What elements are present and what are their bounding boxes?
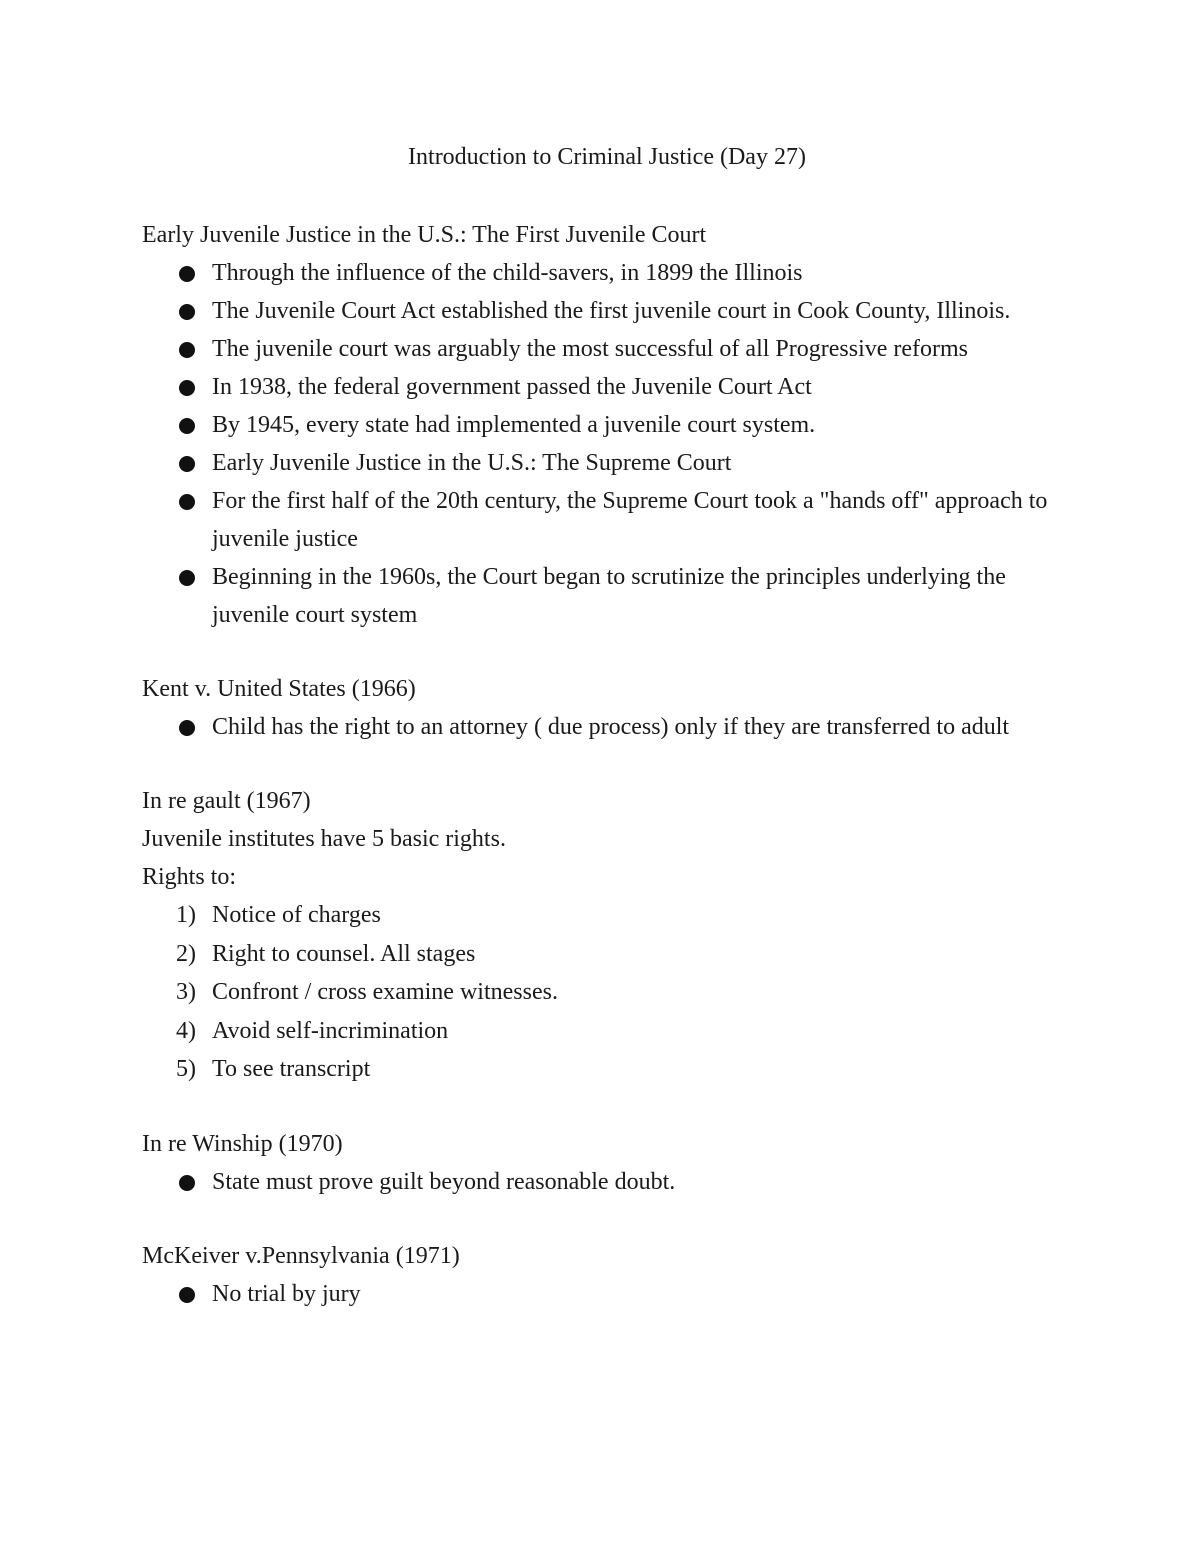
list-item: No trial by jury	[142, 1275, 1072, 1313]
list-number: 2)	[176, 940, 196, 967]
list-item: The juvenile court was arguably the most successful of all Progressive reforms	[142, 330, 1072, 368]
bullet-list	[142, 254, 1072, 634]
section-mckeiver	[142, 1237, 1072, 1313]
list-item: For the first half of the 20th century, the Supreme Court took a "hands off" approach to juvenile justice	[142, 482, 1072, 558]
bullet-icon	[179, 342, 195, 358]
list-item: Child has the right to an attorney ( due process) only if they are transferred to adult	[142, 708, 1072, 746]
section-heading: In re Winship (1970)	[142, 1130, 343, 1157]
section-kent	[142, 670, 1072, 746]
section-early-juvenile-justice	[142, 216, 1072, 634]
list-item: 4) Avoid self-incrimination	[142, 1012, 1072, 1051]
list-number: 1)	[176, 902, 196, 928]
bullet-list	[142, 1275, 1072, 1313]
list-item: 5) To see transcript	[142, 1050, 1072, 1089]
list-item: Beginning in the 1960s, the Court began to scrutinize the principles underlying the juvenile court system	[142, 558, 1072, 634]
list-item: 1) Notice of charges	[142, 896, 1072, 935]
bullet-icon	[179, 494, 195, 510]
list-item: 3) Confront / cross examine witnesses.	[142, 973, 1072, 1012]
bullet-icon	[179, 266, 195, 282]
numbered-list	[142, 896, 1072, 1089]
section-heading: In re gault (1967)	[142, 788, 311, 814]
document-page	[142, 138, 1072, 1349]
list-item: 2) Right to counsel. All stages	[142, 935, 1072, 974]
paragraph: Rights to:	[142, 864, 237, 890]
bullet-icon	[179, 418, 195, 434]
section-heading: Early Juvenile Justice in the U.S.: The First Juvenile Court	[142, 222, 707, 248]
list-item: Through the influence of the child-savers, in 1899 the Illinois	[142, 254, 1072, 292]
list-number: 5)	[176, 1056, 196, 1082]
list-item: By 1945, every state had implemented a juvenile court system.	[142, 406, 1072, 444]
list-item: In 1938, the federal government passed the Juvenile Court Act	[142, 368, 1072, 406]
document-title: Introduction to Criminal Justice (Day 27)	[408, 144, 806, 170]
bullet-list	[142, 708, 1072, 746]
section-heading: Kent v. United States (1966)	[142, 676, 416, 702]
bullet-icon	[179, 380, 195, 396]
section-winship	[142, 1125, 1072, 1201]
list-number: 3)	[176, 979, 196, 1005]
bullet-icon	[179, 304, 195, 320]
bullet-icon	[179, 570, 195, 586]
list-item: The Juvenile Court Act established the first juvenile court in Cook County, Illinois.	[142, 292, 1072, 330]
bullet-icon	[179, 456, 195, 472]
list-number: 4)	[176, 1017, 196, 1044]
list-item: Early Juvenile Justice in the U.S.: The Supreme Court	[142, 444, 1072, 482]
paragraph: Juvenile institutes have 5 basic rights.	[142, 826, 506, 852]
section-gault	[142, 782, 1072, 1089]
list-item: State must prove guilt beyond reasonable doubt.	[142, 1163, 1072, 1201]
bullet-icon	[179, 1175, 195, 1191]
bullet-icon	[179, 720, 195, 736]
bullet-icon	[179, 1287, 195, 1303]
bullet-list	[142, 1163, 1072, 1201]
section-heading: McKeiver v.Pennsylvania (1971)	[142, 1242, 460, 1269]
